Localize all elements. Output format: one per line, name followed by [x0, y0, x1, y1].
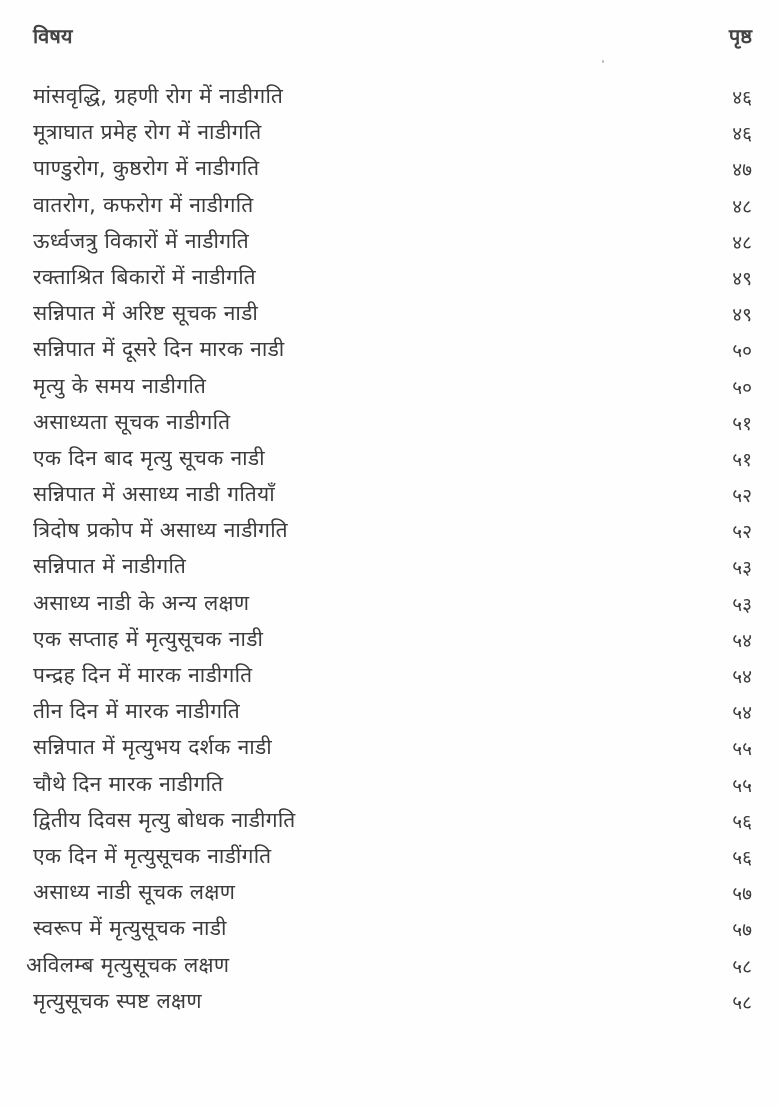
toc-entry	[0, 659, 780, 695]
toc-entry	[0, 768, 780, 804]
toc-entry	[0, 152, 780, 188]
toc-entry	[0, 333, 780, 369]
toc-entry-page: ५४	[732, 666, 752, 688]
toc-entry-title: पाण्डुरोग, कुष्ठरोग में नाडीगति	[33, 156, 260, 181]
toc-entry-page: ४६	[732, 123, 752, 146]
toc-entry-page: ५७	[732, 919, 752, 942]
toc-header	[33, 22, 752, 58]
toc-entry-title: मांसवृद्धि, ग्रहणी रोग में नाडीगति	[33, 84, 284, 108]
toc-entry-title: सन्निपात में दूसरे दिन मारक नाडी	[33, 337, 285, 362]
toc-entry-page: ५०	[732, 340, 752, 363]
toc-entry	[0, 840, 780, 876]
toc-entry-title: सन्निपात में असाध्य नाडी गतियाँ	[33, 482, 275, 507]
subject-column-heading: विषय	[33, 24, 73, 48]
toc-entry-page: ५०	[732, 376, 752, 399]
toc-entry	[0, 731, 780, 767]
toc-entry-page: ५४	[732, 702, 752, 725]
toc-entry-title: रक्ताश्रित बिकारों में नाडीगति	[33, 264, 256, 289]
toc-entry	[0, 370, 780, 406]
toc-entry-title: सन्निपात में अरिष्ट सूचक नाडी	[33, 301, 259, 326]
toc-entry	[0, 623, 780, 659]
toc-entry	[0, 695, 780, 731]
toc-entry-page: ४८	[732, 195, 752, 218]
toc-entry-page: ५४	[732, 629, 752, 652]
toc-entry-page: ५८	[732, 991, 752, 1014]
toc-entry-title: त्रिदोष प्रकोप में असाध्य नाडीगति	[33, 518, 288, 543]
toc-entry-page: ५८	[732, 955, 752, 978]
toc-entry-page: ५३	[732, 557, 752, 580]
toc-entry-title: सन्निपात में नाडीगति	[33, 554, 187, 579]
toc-entry-title: सन्निपात में मृत्युभय दर्शक नाडी	[33, 735, 272, 760]
toc-entry-title: मृत्यु के समय नाडीगति	[33, 373, 207, 398]
toc-entry-page: ५२	[732, 521, 752, 544]
toc-entry-page: ५७	[732, 883, 752, 906]
toc-entry-page: ४६	[732, 87, 752, 109]
toc-entry-page: ५६	[732, 846, 752, 869]
toc-entry-title: चौथे दिन मारक नाडीगति	[33, 771, 224, 796]
toc-entry-page: ५२	[732, 485, 752, 508]
toc-entry-page: ४८	[732, 231, 752, 254]
toc-entry-title: अविलम्ब मृत्युसूचक लक्षण	[26, 952, 230, 977]
toc-entry	[0, 985, 780, 1021]
toc-entry-title: मूत्राघात प्रमेह रोग में नाडीगति	[33, 120, 262, 145]
toc-entry-page: ५६	[732, 810, 752, 833]
toc-entry	[0, 116, 780, 152]
toc-entry	[0, 261, 780, 297]
toc-entry-page: ५१	[732, 448, 752, 471]
table-of-contents	[0, 80, 780, 1021]
toc-entry-title: असाध्य नाडी सूचक लक्षण	[33, 880, 236, 905]
scan-speck	[602, 60, 604, 63]
toc-entry-title: तीन दिन में मारक नाडीगति	[33, 699, 241, 724]
toc-entry	[0, 912, 780, 948]
toc-entry-title: स्वरूप में मृत्युसूचक नाडी	[33, 916, 227, 941]
toc-entry	[0, 80, 780, 116]
toc-entry-title: असाध्य नाडी के अन्य लक्षण	[33, 590, 250, 615]
toc-entry-title: पन्द्रह दिन में मारक नाडीगति	[33, 663, 253, 687]
page-column-heading: पृष्ठ	[728, 24, 752, 48]
toc-entry-title: एक दिन में मृत्युसूचक नाडींगति	[33, 843, 272, 868]
toc-entry	[0, 550, 780, 586]
toc-entry-page: ४९	[732, 304, 752, 327]
toc-entry	[0, 949, 780, 985]
toc-entry-page: ५१	[732, 412, 752, 435]
toc-entry-title: एक सप्ताह में मृत्युसूचक नाडी	[33, 626, 264, 651]
toc-entry-page: ५३	[732, 593, 752, 616]
toc-entry	[0, 442, 780, 478]
toc-entry-title: वातरोग, कफरोग में नाडीगति	[33, 192, 254, 217]
toc-entry	[0, 804, 780, 840]
toc-entry	[0, 297, 780, 333]
toc-entry	[0, 189, 780, 225]
toc-entry	[0, 225, 780, 261]
toc-entry-page: ५५	[732, 774, 752, 797]
toc-entry-page: ५५	[732, 738, 752, 761]
toc-entry-page: ४९	[732, 267, 752, 290]
toc-entry-page: ४७	[732, 159, 752, 182]
toc-entry	[0, 478, 780, 514]
toc-entry	[0, 587, 780, 623]
toc-entry-title: असाध्यता सूचक नाडीगति	[33, 409, 231, 434]
toc-entry-title: मृत्युसूचक स्पष्ट लक्षण	[33, 988, 202, 1013]
toc-entry-title: ऊर्ध्वजत्रु विकारों में नाडीगति	[33, 228, 250, 253]
toc-entry	[0, 876, 780, 912]
toc-entry-title: द्वितीय दिवस मृत्यु बोधक नाडीगति	[33, 807, 296, 832]
toc-entry	[0, 514, 780, 550]
toc-entry	[0, 406, 780, 442]
toc-entry-title: एक दिन बाद मृत्यु सूचक नाडी	[33, 445, 265, 470]
